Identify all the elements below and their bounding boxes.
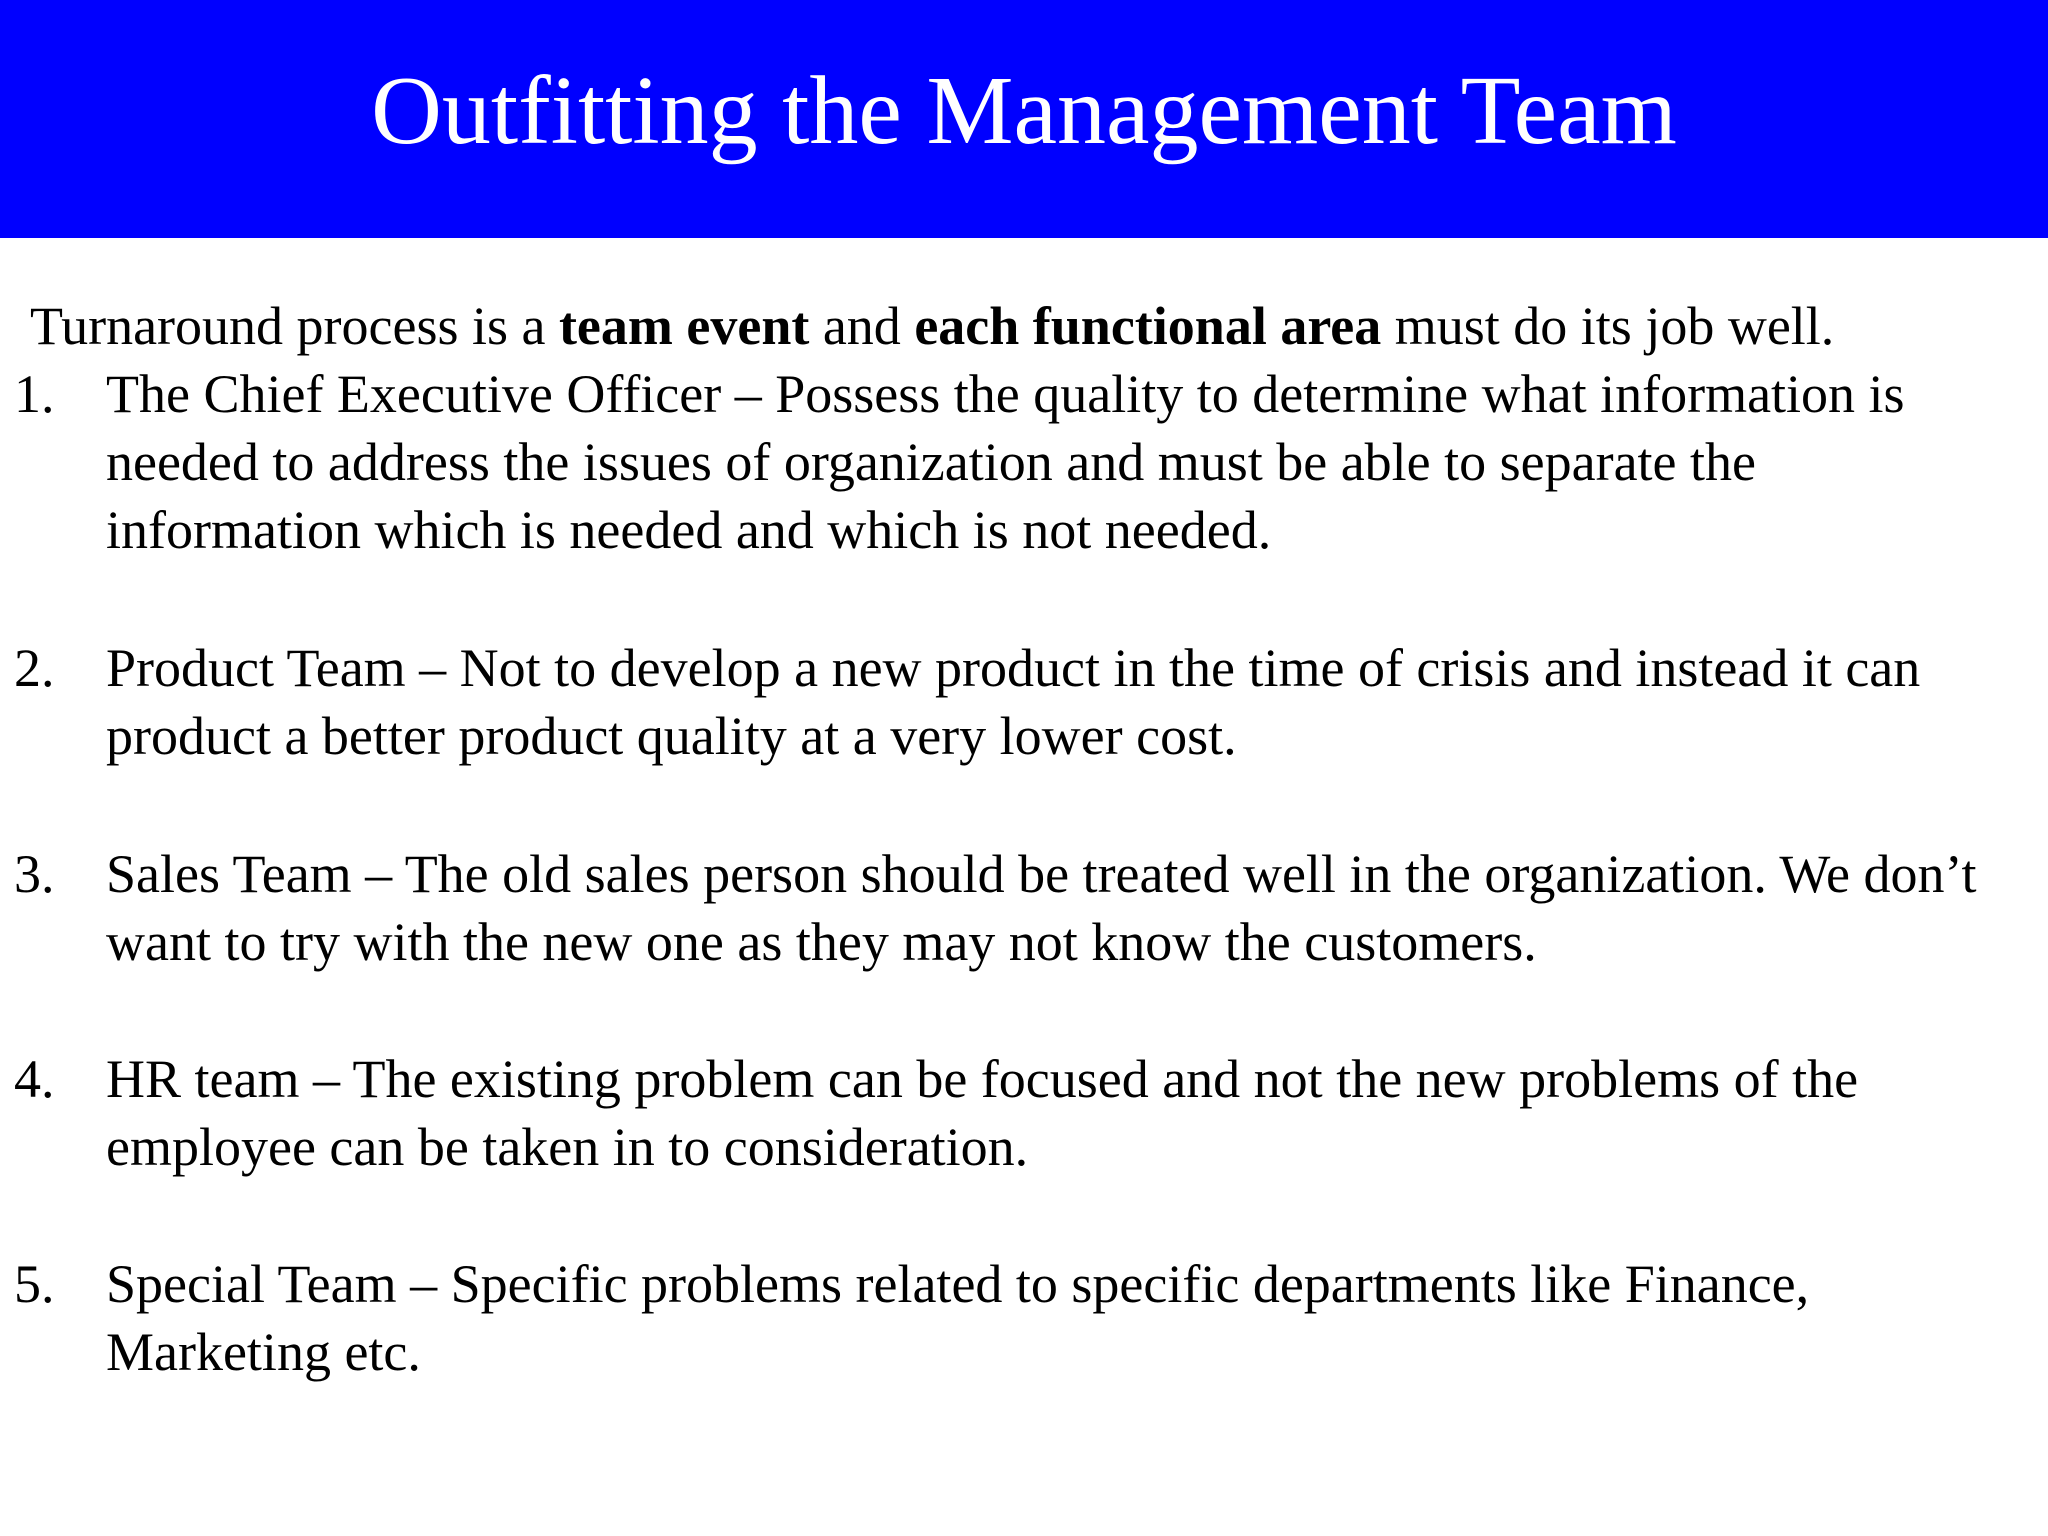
title-bar bbox=[0, 0, 2048, 238]
intro-paragraph bbox=[30, 292, 1834, 360]
list-item-number: 5. bbox=[14, 1254, 55, 1314]
list-item-number: 1. bbox=[14, 364, 55, 424]
list-item-number: 2. bbox=[14, 638, 55, 698]
list-item bbox=[0, 634, 2000, 770]
list-item bbox=[0, 1250, 2000, 1386]
list-item-text: HR team – The existing problem can be focused and not the new problems of the employee can be taken in to consideration. bbox=[106, 1049, 1859, 1177]
list-item-number: 4. bbox=[14, 1049, 55, 1109]
slide-title: Outfitting the Management Team bbox=[371, 57, 1677, 165]
intro-text-1: Turnaround process is a bbox=[30, 296, 559, 356]
list-item bbox=[0, 840, 2000, 976]
intro-text-2: and bbox=[809, 296, 915, 356]
list-item-text: Special Team – Specific problems related to specific departments like Finance, Marketing etc. bbox=[106, 1254, 1810, 1382]
list-item-text: Product Team – Not to develop a new product in the time of crisis and instead it can product a better product quality at a very lower cost. bbox=[106, 638, 1921, 766]
intro-bold-functional-area: each functional area bbox=[914, 296, 1382, 356]
intro-text-3: must do its job well. bbox=[1381, 296, 1835, 356]
intro-bold-team-event: team event bbox=[558, 296, 810, 356]
list-item-text: The Chief Executive Officer – Possess the quality to determine what information is needed to address the issues of organization and must be able to separate the information which is needed and which is not needed. bbox=[106, 364, 1905, 560]
list-item-number: 3. bbox=[14, 844, 55, 904]
list-item bbox=[0, 1045, 2000, 1181]
list-item bbox=[0, 360, 2000, 564]
list-item-text: Sales Team – The old sales person should be treated well in the organization. We don’t want to try with the new one as they may not know the customers. bbox=[106, 844, 1977, 972]
